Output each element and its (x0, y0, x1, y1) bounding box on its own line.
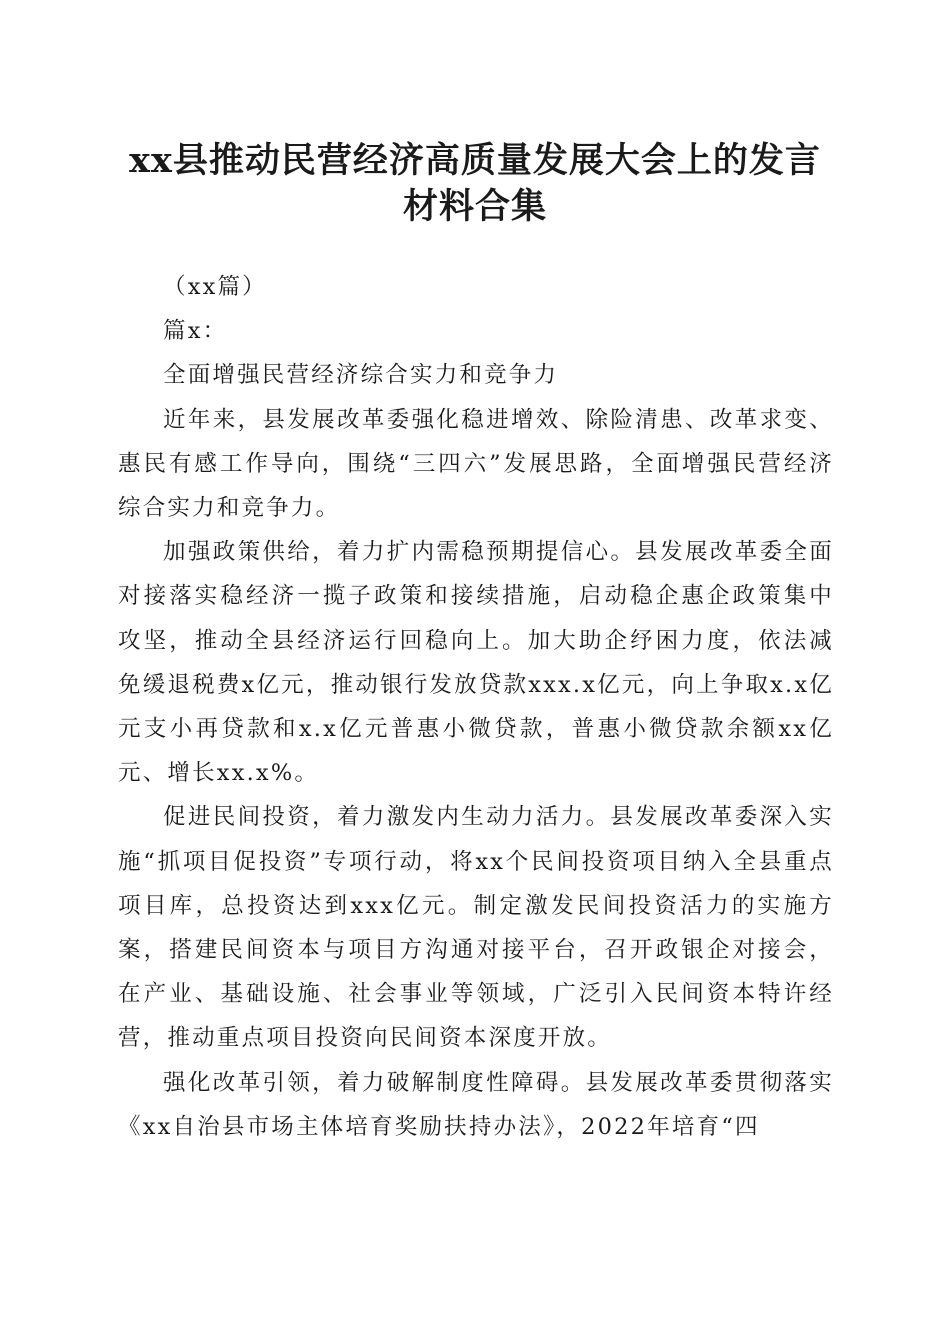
document-title (100, 138, 850, 230)
section-label: 篇x： (163, 318, 228, 345)
title-line-1: xx县推动民营经济高质量发展大会上的发言 (129, 140, 821, 181)
body-paragraph-reform: 强化改革引领，着力破解制度性障碍。县发展改革委贯彻落实《xx自治县市场主体培育奖励扶持办法》，2022年培育“四 (118, 1069, 834, 1140)
title-line-2: 材料合集 (402, 186, 547, 227)
body-paragraph-investment: 促进民间投资，着力激发内生动力活力。县发展改革委深入实施“抓项目促投资”专项行动，将xx个民间投资项目纳入全县重点项目库，总投资达到xxx亿元。制定激发民间投资活力的实施方案，搭建民间资本与项目方沟通对接平台，召开政银企对接会，在产业、基础设施、社会事业等领域，广泛引入民间资本特许经营，推动重点项目投资向民间资本深度开放。 (118, 804, 834, 1052)
body-paragraph-policy: 加强政策供给，着力扩内需稳预期提信心。县发展改革委全面对接落实稳经济一揽子政策和接续措施，启动稳企惠企政策集中攻坚，推动全县经济运行回稳向上。加大助企纾困力度，依法减免缓退税费x亿元，推动银行发放贷款xxx.x亿元，向上争取x.x亿元支小再贷款和x.x亿元普惠小微贷款，普惠小微贷款余额xx亿元、增长xx.x%。 (118, 539, 834, 787)
part-count-note: （xx篇） (163, 274, 267, 300)
section-heading: 全面增强民营经济综合实力和竞争力 (163, 362, 559, 389)
body-paragraph-intro: 近年来，县发展改革委强化稳进增效、除险清患、改革求变、惠民有感工作导向，围绕“三四六”发展思路，全面增强民营经济综合实力和竞争力。 (118, 406, 834, 522)
document-body (118, 265, 834, 1149)
